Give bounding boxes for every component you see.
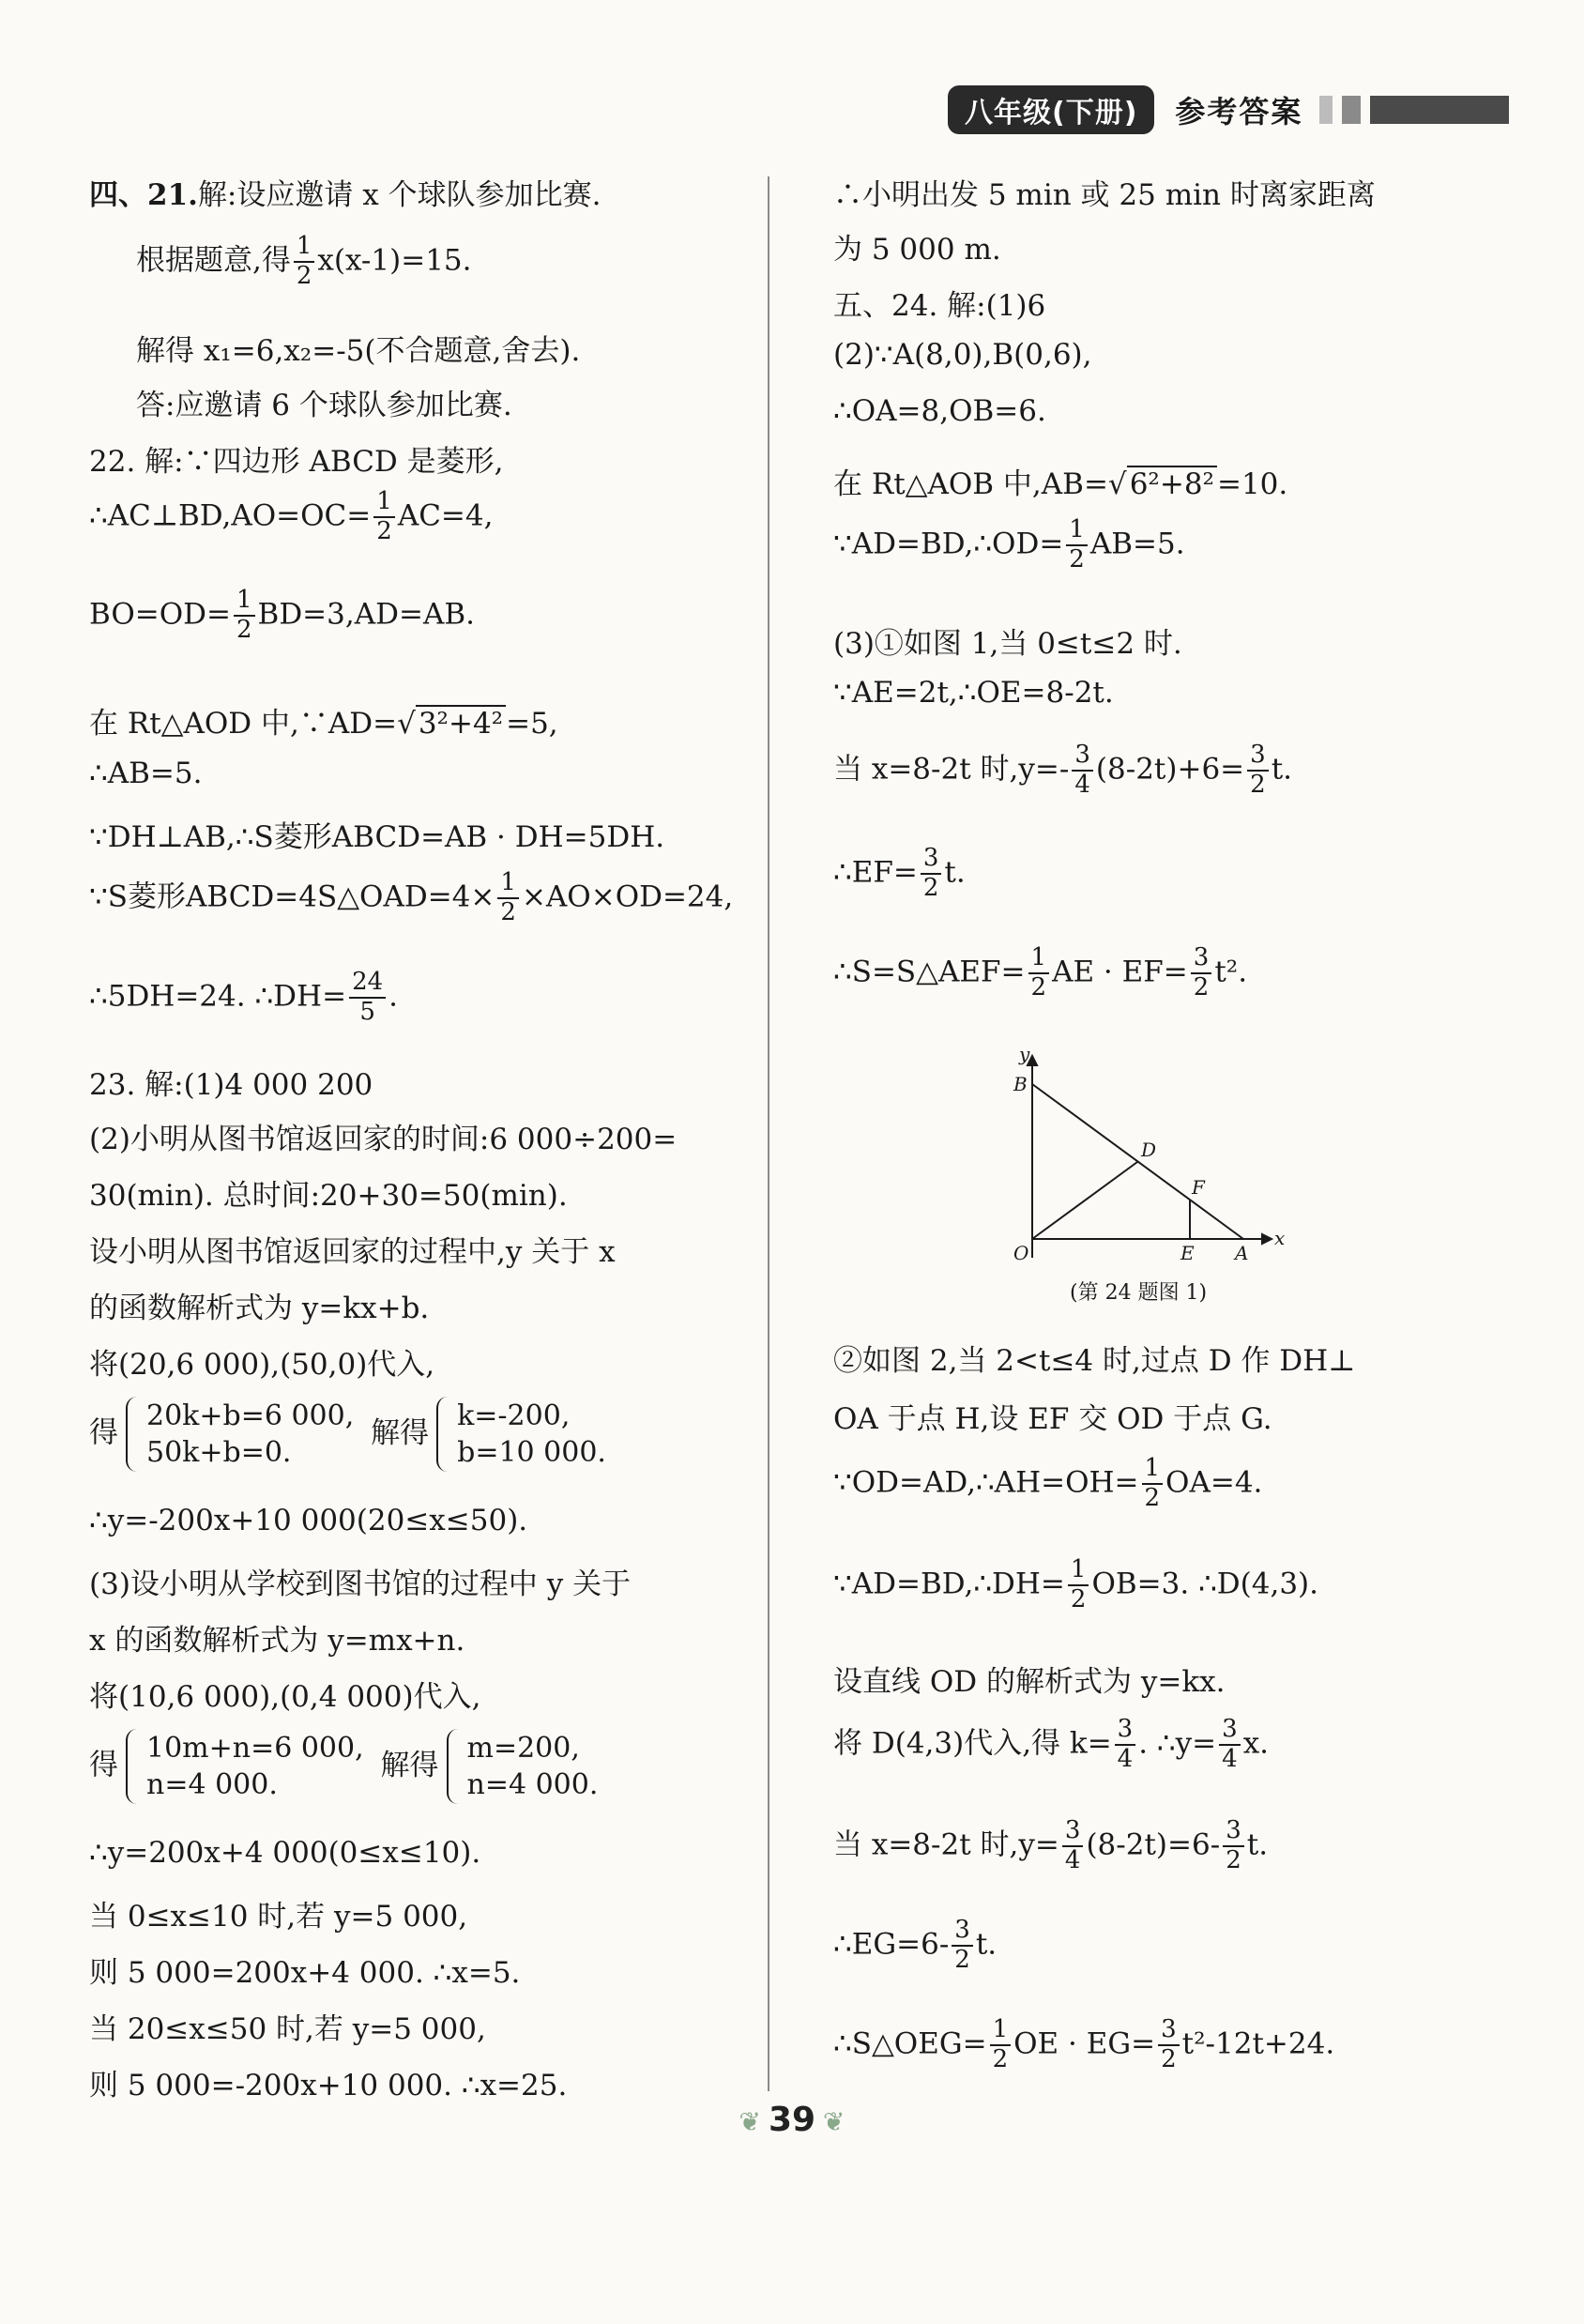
- label-a: A: [1235, 1242, 1249, 1264]
- header-bar-mid: [1342, 96, 1361, 124]
- q24-line-7: ∵AE=2t,∴OE=8-2t.: [833, 676, 1114, 710]
- label-y: y: [1019, 1043, 1030, 1065]
- label-d: D: [1141, 1139, 1157, 1161]
- x-arrow: [1262, 1234, 1272, 1244]
- q23-line-6: 将(20,6 000),(50,0)代入,: [89, 1348, 435, 1382]
- q23-line-5: 的函数解析式为 y=kx+b.: [89, 1292, 430, 1325]
- column-divider: [768, 176, 769, 2091]
- grade-badge: 八年级(下册): [948, 85, 1154, 134]
- q24-line-6: (3)①如图 1,当 0≤t≤2 时.: [833, 627, 1182, 661]
- q23-line-9: (3)设小明从学校到图书馆的过程中 y 关于: [89, 1567, 632, 1601]
- q21-line-2: 根据题意,得 $\frac{1}{2}$ x(x-1)=15.: [136, 232, 472, 290]
- q22-line-6: ∵DH⊥AB,∴S菱形ABCD=AB · DH=5DH.: [89, 820, 665, 854]
- q23-line-14: 当 0≤x≤10 时,若 y=5 000,: [89, 1900, 468, 1934]
- label-f: F: [1192, 1176, 1205, 1199]
- q23-line-13: ∴y=200x+4 000(0≤x≤10).: [89, 1836, 481, 1870]
- q22-line-8: ∴5DH=24. ∴DH= $\frac{24}{5}$ .: [89, 968, 399, 1026]
- q22-line-5: ∴AB=5.: [89, 757, 203, 790]
- q23-conclusion-2: 为 5 000 m.: [833, 233, 1001, 267]
- q24-line-18: ∴EG=6- $\frac{3}{2}$ t.: [833, 1916, 998, 1974]
- q24-line-16: 将 D(4,3)代入,得 k= $\frac{3}{4}$ . ∴y= $\frac{3}{4}$ x.: [833, 1715, 1270, 1773]
- segment-od: [1032, 1162, 1137, 1239]
- q24-line-14: ∵AD=BD,∴DH= $\frac{1}{2}$ OB=3. ∴D(4,3).: [833, 1555, 1318, 1613]
- q24-line-1: 五、24. 解:(1)6: [833, 289, 1046, 323]
- q24-line-13: ∵OD=AD,∴AH=OH= $\frac{1}{2}$ OA=4.: [833, 1454, 1263, 1512]
- q21-line-1: 四、21.解:设应邀请 x 个球队参加比赛.: [89, 178, 602, 212]
- q23-line-8: ∴y=-200x+10 000(20≤x≤50).: [89, 1504, 528, 1537]
- q22-line-4: 在 Rt△AOD 中,∵AD=√3²+4²=5,: [89, 707, 558, 741]
- q23-line-10: x 的函数解析式为 y=mx+n.: [89, 1624, 465, 1658]
- q21-label: 四、21.: [89, 178, 198, 212]
- fraction-half: $\frac{1}{2}$: [294, 233, 315, 291]
- q23-system-1: 得 20k+b=6 000, 50k+b=0. 解得 k=-200, b=10 000.: [89, 1397, 606, 1472]
- label-x: x: [1274, 1227, 1286, 1249]
- q24-line-3: ∴OA=8,OB=6.: [833, 394, 1046, 428]
- q23-line-16: 当 20≤x≤50 时,若 y=5 000,: [89, 2012, 486, 2046]
- q23-conclusion-1: ∴小明出发 5 min 或 25 min 时离家距离: [833, 178, 1376, 212]
- label-b: B: [1013, 1073, 1028, 1095]
- q21-line-4: 答:应邀请 6 个球队参加比赛.: [136, 389, 512, 422]
- q23-system-2: 得 10m+n=6 000, n=4 000. 解得 m=200, n=4 000.: [89, 1729, 598, 1804]
- q23-line-1: 23. 解:(1)4 000 200: [89, 1068, 373, 1102]
- label-e: E: [1180, 1242, 1195, 1264]
- q21-line-3: 解得 x₁=6,x₂=-5(不合题意,舍去).: [136, 334, 581, 368]
- q23-line-4: 设小明从图书馆返回家的过程中,y 关于 x: [89, 1235, 616, 1269]
- leaf-left-icon: ❦: [739, 2106, 761, 2137]
- q23-line-3: 30(min). 总时间:20+30=50(min).: [89, 1179, 568, 1213]
- q22-line-1: 22. 解:∵四边形 ABCD 是菱形,: [89, 445, 504, 479]
- header-title: 参考答案: [1175, 94, 1303, 130]
- q22-line-3: BO=OD= $\frac{1}{2}$ BD=3,AD=AB.: [89, 586, 475, 644]
- label-o: O: [1013, 1242, 1029, 1264]
- q24-line-4: 在 Rt△AOB 中,AB=√6²+8²=10.: [833, 467, 1288, 501]
- q24-line-5: ∵AD=BD,∴OD= $\frac{1}{2}$ AB=5.: [833, 515, 1185, 573]
- q24-line-19: ∴S△OEG= $\frac{1}{2}$ OE · EG= $\frac{3}{2}$ t²-12t+24.: [833, 2015, 1335, 2073]
- header-bar-light: [1319, 96, 1333, 124]
- header-bar-dark: [1370, 96, 1509, 124]
- q23-line-2: (2)小明从图书馆返回家的时间:6 000÷200=: [89, 1123, 678, 1156]
- page-footer: [0, 2101, 1584, 2139]
- q23-line-11: 将(10,6 000),(0,4 000)代入,: [89, 1680, 481, 1714]
- q24-line-12: OA 于点 H,设 EF 交 OD 于点 G.: [833, 1402, 1272, 1436]
- q24-line-15: 设直线 OD 的解析式为 y=kx.: [833, 1665, 1226, 1699]
- page-number: 39: [768, 2101, 816, 2139]
- q23-line-17: 则 5 000=-200x+10 000. ∴x=25.: [89, 2069, 568, 2102]
- geometry-figure-1: [995, 1042, 1295, 1314]
- page-header: [948, 86, 1509, 133]
- q22-line-7: ∵S菱形ABCD=4S△OAD=4× $\frac{1}{2}$ ×AO×OD=24,: [89, 868, 734, 926]
- q24-line-8: 当 x=8-2t 时,y=- $\frac{3}{4}$ (8-2t)+6= $\frac{3}{2}$ t.: [833, 741, 1293, 799]
- q24-line-9: ∴EF= $\frac{3}{2}$ t.: [833, 844, 966, 902]
- q22-line-2: ∴AC⊥BD,AO=OC= $\frac{1}{2}$ AC=4,: [89, 487, 494, 545]
- q24-line-2: (2)∵A(8,0),B(0,6),: [833, 338, 1092, 372]
- q23-line-15: 则 5 000=200x+4 000. ∴x=5.: [89, 1956, 521, 1990]
- q24-line-17: 当 x=8-2t 时,y= $\frac{3}{4}$ (8-2t)=6- $\frac{3}{2}$ t.: [833, 1816, 1269, 1874]
- q24-line-11: ②如图 2,当 2<t≤4 时,过点 D 作 DH⊥: [833, 1344, 1356, 1378]
- q24-line-10: ∴S=S△AEF= $\frac{1}{2}$ AE · EF= $\frac{3}{2}$ t².: [833, 943, 1248, 1001]
- leaf-right-icon: ❦: [823, 2106, 845, 2137]
- figure-caption: (第 24 题图 1): [1070, 1281, 1208, 1305]
